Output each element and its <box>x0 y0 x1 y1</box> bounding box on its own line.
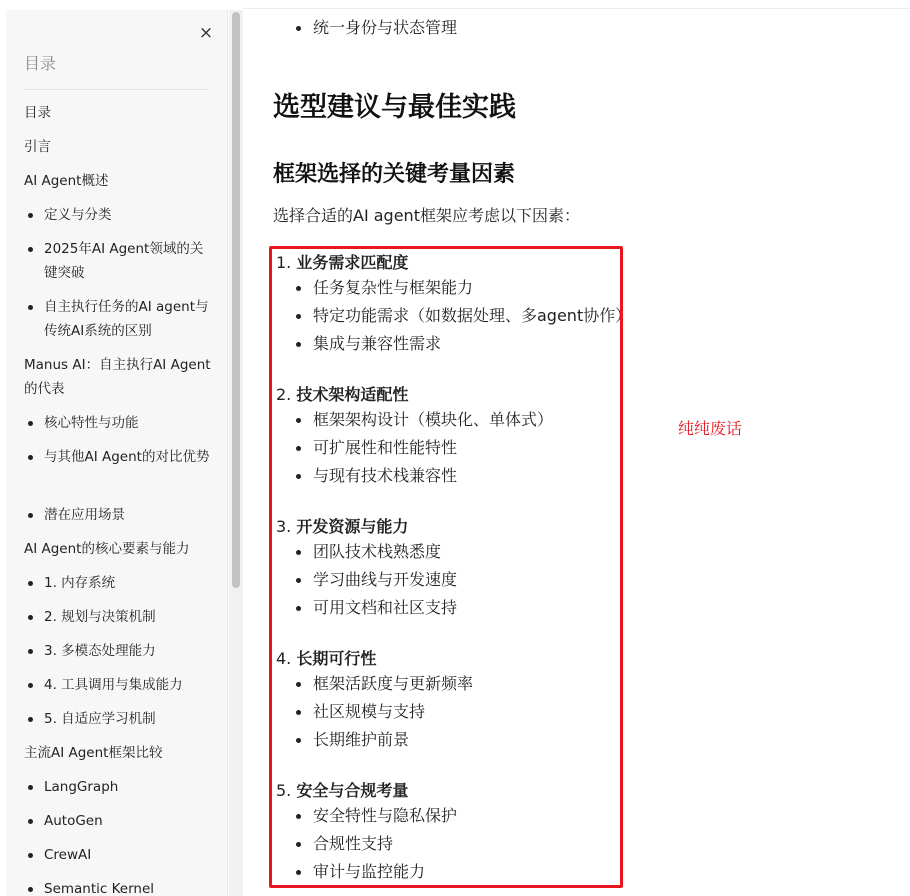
subsection-heading: 框架选择的关键考量因素 <box>273 162 516 187</box>
toc-item-multimodal[interactable]: 3. 多模态处理能力 <box>44 639 212 663</box>
toc-item-toc[interactable]: 目录 <box>24 105 51 121</box>
toc-item-ai-agent-overview[interactable]: AI Agent概述 <box>24 173 109 189</box>
list-item: 可扩展性和性能特性 <box>313 438 458 457</box>
toc-item-frameworks[interactable]: 主流AI Agent框架比较 <box>24 745 163 761</box>
toc-item-breakthroughs[interactable]: 2025年AI Agent领域的关键突破 <box>44 237 212 285</box>
list-item: 框架架构设计（模块化、单体式） <box>313 410 554 429</box>
toc-item-manus[interactable]: Manus AI：自主执行AI Agent的代表 <box>24 357 211 397</box>
list-item: 安全特性与隐私保护 <box>313 806 458 825</box>
list-item: 集成与兼容性需求 <box>313 334 442 353</box>
factor-heading-3: 3. 开发资源与能力 <box>276 517 409 536</box>
list-item: 合规性支持 <box>313 834 394 853</box>
toc-sidebar <box>0 0 243 896</box>
toc-item-advantages[interactable]: 与其他AI Agent的对比优势 <box>44 445 212 469</box>
highlight-box <box>269 246 623 888</box>
list-item: 团队技术栈熟悉度 <box>313 542 442 561</box>
section-heading: 选型建议与最佳实践 <box>273 92 516 123</box>
document-content <box>243 0 910 896</box>
toc-item-tools[interactable]: 4. 工具调用与集成能力 <box>44 673 212 697</box>
factor-heading-2: 2. 技术架构适配性 <box>276 385 409 404</box>
close-icon[interactable]: × <box>198 23 214 43</box>
toc-item-intro[interactable]: 引言 <box>24 139 51 155</box>
toc-item-difference[interactable]: 自主执行任务的AI agent与传统AI系统的区别 <box>44 295 212 343</box>
toc-item-autogen[interactable]: AutoGen <box>44 809 212 833</box>
list-item: 社区规模与支持 <box>313 702 426 721</box>
list-item: 学习曲线与开发速度 <box>313 570 458 589</box>
toc-item-semantic-kernel[interactable]: Semantic Kernel <box>44 877 212 896</box>
factor-heading-1: 1. 业务需求匹配度 <box>276 253 409 272</box>
list-item: 审计与监控能力 <box>313 862 426 881</box>
toc-item-core-elements[interactable]: AI Agent的核心要素与能力 <box>24 541 190 557</box>
list-item: 统一身份与状态管理 <box>313 18 458 37</box>
factor-heading-5: 5. 安全与合规考量 <box>276 781 409 800</box>
toc-item-core-features[interactable]: 核心特性与功能 <box>44 411 212 435</box>
toc-item-planning[interactable]: 2. 规划与决策机制 <box>44 605 212 629</box>
toc-item-definition[interactable]: 定义与分类 <box>44 203 212 227</box>
toc-title: 目录 <box>24 54 57 73</box>
toc-item-scenarios[interactable]: 潜在应用场景 <box>44 503 212 527</box>
intro-paragraph: 选择合适的AI agent框架应考虑以下因素： <box>273 206 580 225</box>
factor-heading-4: 4. 长期可行性 <box>276 649 377 668</box>
list-item: 与现有技术栈兼容性 <box>313 466 458 485</box>
toc-divider <box>24 89 208 90</box>
toc-item-adaptive[interactable]: 5. 自适应学习机制 <box>44 707 212 731</box>
list-item: 可用文档和社区支持 <box>313 598 458 617</box>
list-item: 长期维护前景 <box>313 730 410 749</box>
list-item: 任务复杂性与框架能力 <box>313 278 474 297</box>
toc-item-langgraph[interactable]: LangGraph <box>44 775 212 799</box>
list-item: 框架活跃度与更新频率 <box>313 674 474 693</box>
list-item: 特定功能需求（如数据处理、多agent协作） <box>313 306 632 325</box>
annotation-note: 纯纯废话 <box>678 419 743 438</box>
toc-item-crewai[interactable]: CrewAI <box>44 843 212 867</box>
sidebar-scrollbar-thumb[interactable] <box>232 12 240 588</box>
toc-item-memory[interactable]: 1. 内存系统 <box>44 571 212 595</box>
